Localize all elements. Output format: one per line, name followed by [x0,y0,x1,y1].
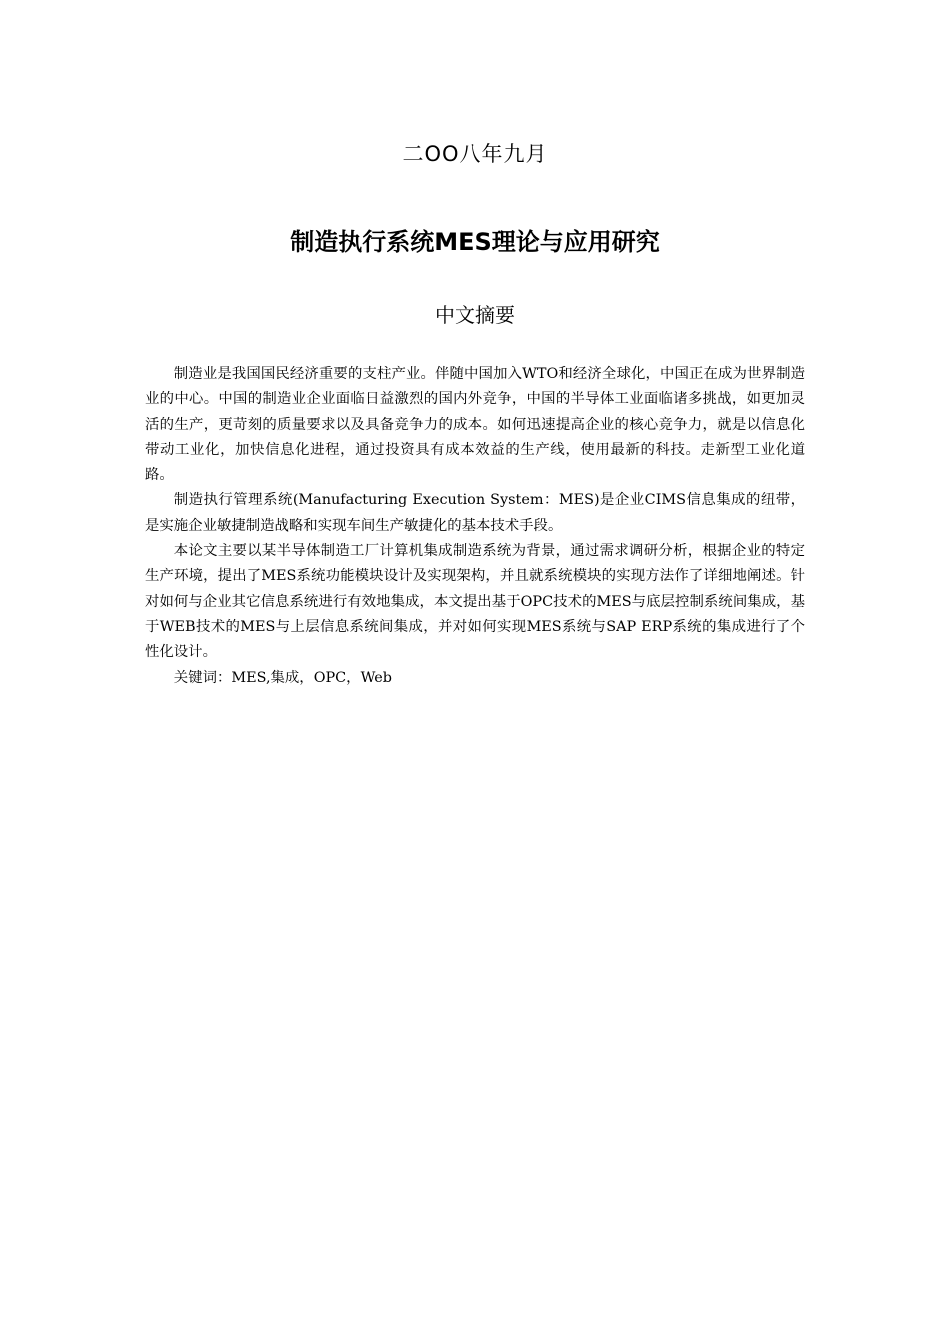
keywords-line: 关键词：MES,集成，OPC，Web [173,669,392,686]
abstract-heading: 中文摘要 [435,303,515,327]
abstract-paragraph: 本论文主要以某半导体制造工厂计算机集成制造系统为背景，通过需求调研分析，根据企业的特定生产环境，提出了MES系统功能模块设计及实现架构，并且就系统模块的实现方法作了详细地阐述。针对如何与企业其它信息系统进行有效地集成，本文提出基于OPC技术的MES与底层控制系统间集成，基于WEB技术的MES与上层信息系统间集成，并对如何实现MES系统与SAP ERP系统的集成进行了个性化设计。 [145,543,805,661]
abstract-paragraph: 制造执行管理系统(Manufacturing Execution System：MES)是企业CIMS信息集成的纽带，是实施企业敏捷制造战略和实现车间生产敏捷化的基本技术手段。 [145,492,805,534]
abstract-paragraph: 制造业是我国国民经济重要的支柱产业。伴随中国加入WTO和经济全球化，中国正在成为世界制造业的中心。中国的制造业企业面临日益激烈的国内外竞争，中国的半导体工业面临诸多挑战，如更加灵活的生产，更苛刻的质量要求以及具备竞争力的成本。如何迅速提高企业的核心竞争力，就是以信息化带动工业化，加快信息化进程，通过投资具有成本效益的生产线，使用最新的科技。走新型工业化道路。 [145,366,805,484]
abstract-body [145,362,805,691]
document-date: 二OO八年九月 [402,142,548,166]
document-title: 制造执行系统MES理论与应用研究 [290,228,660,256]
